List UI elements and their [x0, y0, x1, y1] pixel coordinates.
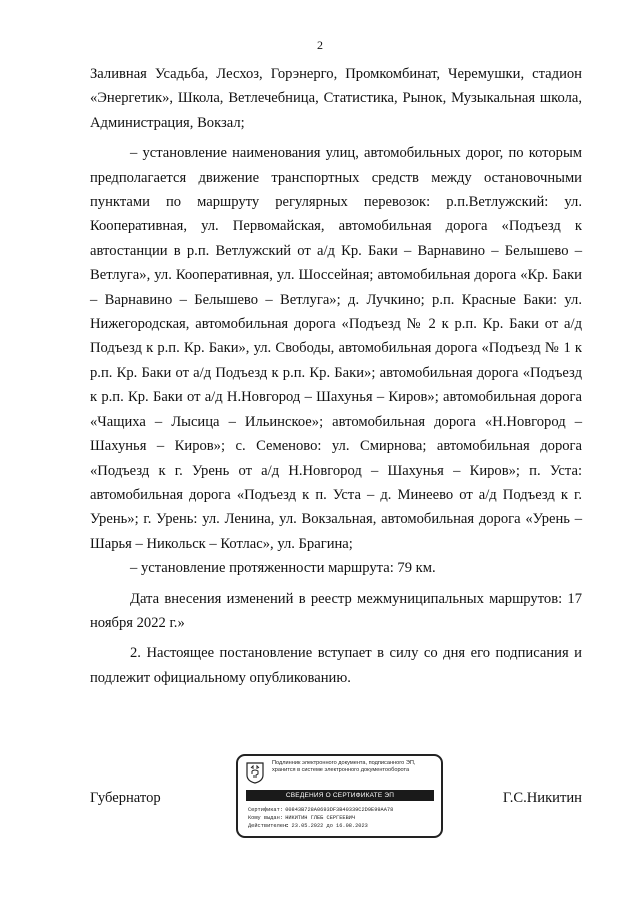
stamp-label: Сертификат: [248, 807, 283, 813]
stamp-value: с 23.05.2022 до 16.08.2023 [285, 823, 368, 829]
paragraph-registry-date: Дата внесения изменений в реестр межмуниципальных маршрутов: 17 ноября 2022 г.» [90, 590, 582, 631]
stamp-row-certificate [248, 806, 438, 814]
paragraph-streets-roads: – установление наименования улиц, автомобильных дорог, по которым предполагается движение транспортных средств между остановочными пунктами по маршруту регулярных перевозок: р.п.Ветлужский: ул. Кооперативная, ул. Первомайская, автомобильная дорога «Подъезд к автостанции в р.п. Ветлужский от а/д Кр. Баки – Варнавино – Белышево – Ветлуга», ул. Кооперативная, ул. Шоссейная; автомобильная дорога «Кр. Баки – Варнавино – Белышево – Ветлуга»; д. Лучкино; р.п. Красные Баки: ул. Нижегородская, автомобильная дорога «Подъезд № 2 к р.п. Кр. Баки от а/д Подъезд к р.п. Кр. Баки», ул. Свободы, автомобильная дорога «Подъезд № 1 к р.п. Кр. Баки от а/д Подъезд к р.п. Кр. Баки»; автомобильная дорога «Подъезд к р.п. Кр. Баки от а/д Н.Новгород – Шахунья – Киров»; автомобильная дорога «Чащиха – Лысица – Ильинское»; автомобильная дорога «Н.Новгород – Шахунья – Киров»; с. Семеново: ул. Смирнова; автомобильная дорога «Подъезд к г. Урень от а/д Н.Новгород – Шахунья – Киров»; п. Уста: автомобильная дорога «Подъезд к п. Уста – д. Минеево от а/д Подъезд к г. Урень»; г. Урень: ул. Ленина, ул. Вокзальная, автомобильная дорога «Урень – Шарья – Никольск – Котлас», ул. Брагина; [90, 145, 582, 552]
paragraph-effective-clause: 2. Настоящее постановление вступает в силу со дня его подписания и подлежит официальному опубликованию. [90, 645, 582, 686]
stamp-value: НИКИТИН ГЛЕБ СЕРГЕЕВИЧ [285, 815, 356, 821]
stamp-header-line-2: хранится в системе электронного документооборота [272, 767, 410, 773]
stamp-header [272, 760, 438, 774]
paragraph-stops-list: Заливная Усадьба, Лесхоз, Горэнерго, Промкомбинат, Черемушки, стадион «Энергетик», Школа, Ветлечебница, Статистика, Рынок, Музыкальная школа, Администрация, Вокзал; [90, 66, 582, 131]
document-body [90, 62, 582, 690]
signer-name: Г.С.Никитин [502, 790, 582, 806]
stamp-label: Действителен: [248, 823, 290, 829]
stamp-details [248, 806, 438, 830]
stamp-title-bar: СВЕДЕНИЯ О СЕРТИФИКАТЕ ЭП [246, 790, 434, 801]
stamp-header-line-1: Подлинник электронного документа, подписанного ЭП, [272, 760, 416, 766]
electronic-signature-stamp [236, 754, 443, 838]
stamp-row-valid [248, 822, 438, 830]
paragraph-route-length: – установление протяженности маршрута: 79 км. [130, 560, 436, 577]
deer-emblem-icon [246, 762, 264, 784]
stamp-row-issued-to [248, 814, 438, 822]
stamp-value: 00843B728A0693DF3B40339C2D9E99AA78 [285, 807, 394, 813]
stamp-label: Кому выдан: [248, 815, 283, 821]
page-number: 2 [317, 38, 323, 52]
signer-title: Губернатор [90, 790, 161, 806]
